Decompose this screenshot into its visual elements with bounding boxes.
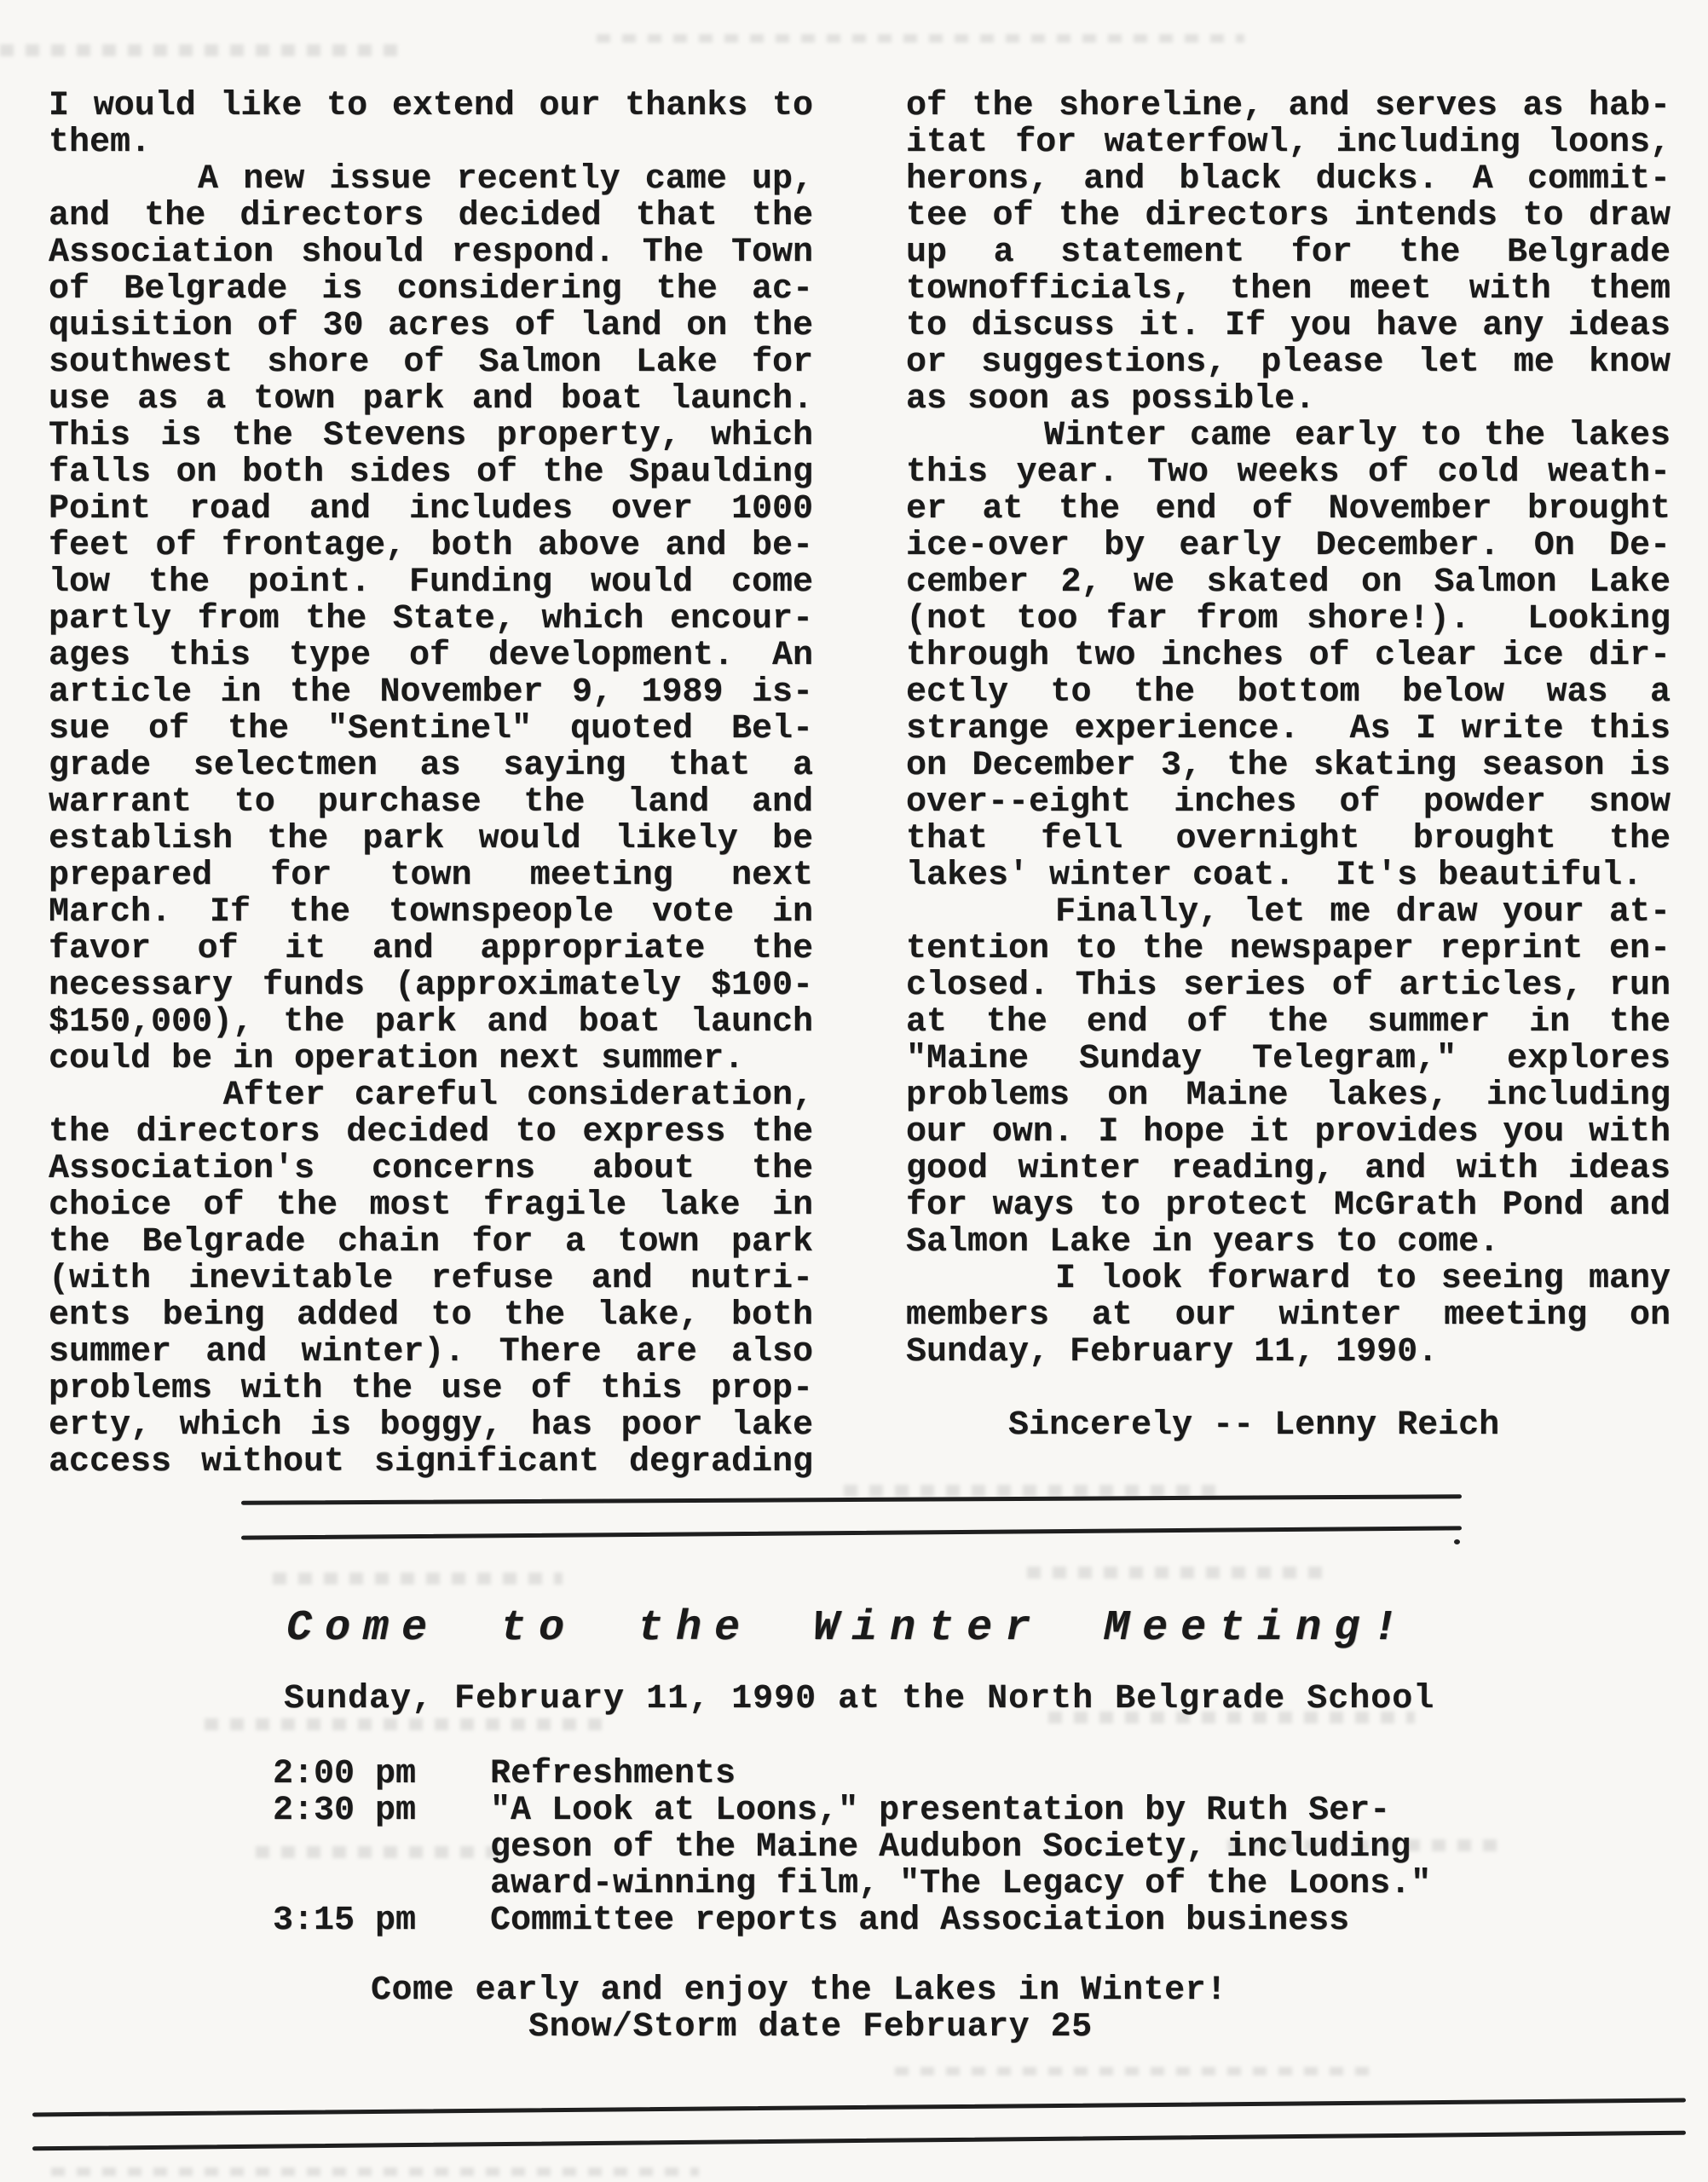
letter-line: problems with the use of this prop- <box>49 1370 813 1408</box>
letter-line: This is the Stevens property, which <box>49 417 813 455</box>
letter-line: grade selectmen as saying that a <box>49 747 813 785</box>
letter-line: up a statement for the Belgrade <box>906 234 1670 272</box>
schedule-time: 3:15 pm <box>273 1902 417 1940</box>
schedule-time: 2:00 pm <box>273 1755 417 1793</box>
letter-line: use as a town park and boat launch. <box>49 380 813 419</box>
schedule-description <box>490 1756 736 1792</box>
letter-line: at the end of the summer in the <box>906 1003 1670 1042</box>
letter-line: of the shoreline, and serves as hab- <box>906 87 1670 125</box>
schedule-description <box>490 1902 1349 1939</box>
letter-line: establish the park would likely be <box>49 820 813 858</box>
letter-line: Winter came early to the lakes <box>906 417 1670 455</box>
letter-line: low the point. Funding would come <box>49 563 813 602</box>
bottom-rule-top <box>32 2098 1686 2117</box>
bleed-through-smudge <box>51 2168 699 2176</box>
letter-line: Salmon Lake in years to come. <box>906 1223 1500 1261</box>
letter-line: (with inevitable refuse and nutri- <box>49 1260 813 1298</box>
letter-line: lakes' winter coat. It's beautiful. <box>906 857 1643 895</box>
bottom-rule-bottom <box>32 2131 1686 2151</box>
schedule-line: "A Look at Loons," presentation by Ruth Ser- <box>490 1792 1391 1830</box>
schedule-item <box>273 1756 1431 1792</box>
letter-line: the Belgrade chain for a town park <box>49 1223 813 1261</box>
letter-line: tee of the directors intends to draw <box>906 197 1670 235</box>
letter-line: herons, and black ducks. A commit- <box>906 160 1670 199</box>
schedule-item <box>273 1792 1431 1902</box>
letter-line: $150,000), the park and boat launch <box>49 1003 813 1042</box>
letter-line: that fell overnight brought the <box>906 820 1670 858</box>
letter-line: quisition of 30 acres of land on the <box>49 307 813 345</box>
letter-line: over--eight inches of powder snow <box>906 783 1670 822</box>
letter-line: choice of the most fragile lake in <box>49 1186 813 1225</box>
letter-line: cember 2, we skated on Salmon Lake <box>906 563 1670 602</box>
meeting-closing-line: Come early and enjoy the Lakes in Winter! <box>371 1971 1227 2010</box>
letter-line: er at the end of November brought <box>906 490 1670 528</box>
letter-line: warrant to purchase the land and <box>49 783 813 822</box>
bleed-through-smudge <box>0 44 401 56</box>
letter-line: Point road and includes over 1000 <box>49 490 813 528</box>
letter-line: members at our winter meeting on <box>906 1296 1670 1335</box>
schedule-line: Committee reports and Association business <box>490 1902 1350 1940</box>
letter-line: Sincerely -- Lenny Reich <box>906 1406 1500 1445</box>
letter-line: ectly to the bottom below was a <box>906 673 1670 712</box>
letter-line: for ways to protect McGrath Pond and <box>906 1186 1670 1225</box>
bleed-through-smudge <box>273 1573 563 1585</box>
letter-line: I look forward to seeing many <box>906 1260 1670 1298</box>
schedule-description <box>490 1792 1431 1902</box>
meeting-date-location: Sunday, February 11, 1990 at the North Belgrade School <box>284 1680 1435 1718</box>
letter-line: this year. Two weeks of cold weath- <box>906 453 1670 492</box>
letter-line: After careful consideration, <box>49 1077 813 1115</box>
schedule-item <box>273 1902 1431 1939</box>
letter-line: through two inches of clear ice dir- <box>906 637 1670 675</box>
letter-line: erty, which is boggy, has poor lake <box>49 1406 813 1445</box>
letter-line: "Maine Sunday Telegram," explores <box>906 1040 1670 1078</box>
letter-line: Finally, let me draw your at- <box>906 893 1670 932</box>
letter-line: of Belgrade is considering the ac- <box>49 270 813 309</box>
letter-column-left <box>49 88 813 1481</box>
schedule-line: Refreshments <box>490 1755 736 1793</box>
letter-line: to discuss it. If you have any ideas <box>906 307 1670 345</box>
letter-line: closed. This series of articles, run <box>906 967 1670 1005</box>
letter-line: as soon as possible. <box>906 380 1316 419</box>
letter-line: summer and winter). There are also <box>49 1333 813 1371</box>
letter-line: feet of frontage, both above and be- <box>49 527 813 565</box>
letter-line: itat for waterfowl, including loons, <box>906 124 1670 162</box>
section-divider-line-bottom <box>241 1526 1462 1539</box>
letter-line: favor of it and appropriate the <box>49 930 813 968</box>
schedule-line: award-winning film, "The Legacy of the Loons." <box>490 1865 1432 1903</box>
letter-line: the directors decided to express the <box>49 1113 813 1152</box>
schedule-time: 2:30 pm <box>273 1792 417 1830</box>
meeting-schedule <box>273 1756 1431 1939</box>
letter-line: I would like to extend our thanks to <box>49 87 813 125</box>
letter-line: access without significant degrading <box>49 1443 813 1481</box>
letter-line: A new issue recently came up, <box>49 160 813 199</box>
letter-line: them. <box>49 124 152 162</box>
meeting-storm-date: Snow/Storm date February 25 <box>528 2008 1093 2046</box>
letter-line: strange experience. As I write this <box>906 710 1670 748</box>
letter-line: ents being added to the lake, both <box>49 1296 813 1335</box>
letter-line: townofficials, then meet with them <box>906 270 1670 309</box>
schedule-line: geson of the Maine Audubon Society, including <box>490 1828 1411 1867</box>
letter-line: ages this type of development. An <box>49 637 813 675</box>
letter-line: (not too far from shore!). Looking <box>906 600 1670 638</box>
letter-column-right <box>906 88 1670 1481</box>
letter-line: our own. I hope it provides you with <box>906 1113 1670 1152</box>
letter-line: on December 3, the skating season is <box>906 747 1670 785</box>
letter-line: falls on both sides of the Spaulding <box>49 453 813 492</box>
meeting-title: Come to the Winter Meeting! <box>286 1604 1411 1653</box>
blank-line <box>906 1371 1670 1407</box>
letter-body <box>49 88 1670 1481</box>
letter-line: southwest shore of Salmon Lake for <box>49 343 813 382</box>
letter-line: necessary funds (approximately $100- <box>49 967 813 1005</box>
letter-line: could be in operation next summer. <box>49 1040 745 1078</box>
bleed-through-smudge <box>844 1485 1219 1497</box>
bleed-through-smudge <box>895 2067 1372 2075</box>
bleed-through-smudge <box>1027 1567 1334 1579</box>
letter-line: problems on Maine lakes, including <box>906 1077 1670 1115</box>
letter-line: and the directors decided that the <box>49 197 813 235</box>
letter-line: March. If the townspeople vote in <box>49 893 813 932</box>
letter-line: ice-over by early December. On De- <box>906 527 1670 565</box>
letter-line: good winter reading, and with ideas <box>906 1150 1670 1188</box>
letter-line: Sunday, February 11, 1990. <box>906 1333 1439 1371</box>
bleed-through-smudge <box>597 34 1244 43</box>
letter-line: prepared for town meeting next <box>49 857 813 895</box>
letter-line: sue of the "Sentinel" quoted Bel- <box>49 710 813 748</box>
bleed-through-smudge <box>205 1718 614 1730</box>
letter-line: partly from the State, which encour- <box>49 600 813 638</box>
ink-speck <box>1454 1539 1460 1544</box>
letter-line: tention to the newspaper reprint en- <box>906 930 1670 968</box>
letter-line: or suggestions, please let me know <box>906 343 1670 382</box>
letter-line: Association should respond. The Town <box>49 234 813 272</box>
letter-line: article in the November 9, 1989 is- <box>49 673 813 712</box>
letter-line: Association's concerns about the <box>49 1150 813 1188</box>
